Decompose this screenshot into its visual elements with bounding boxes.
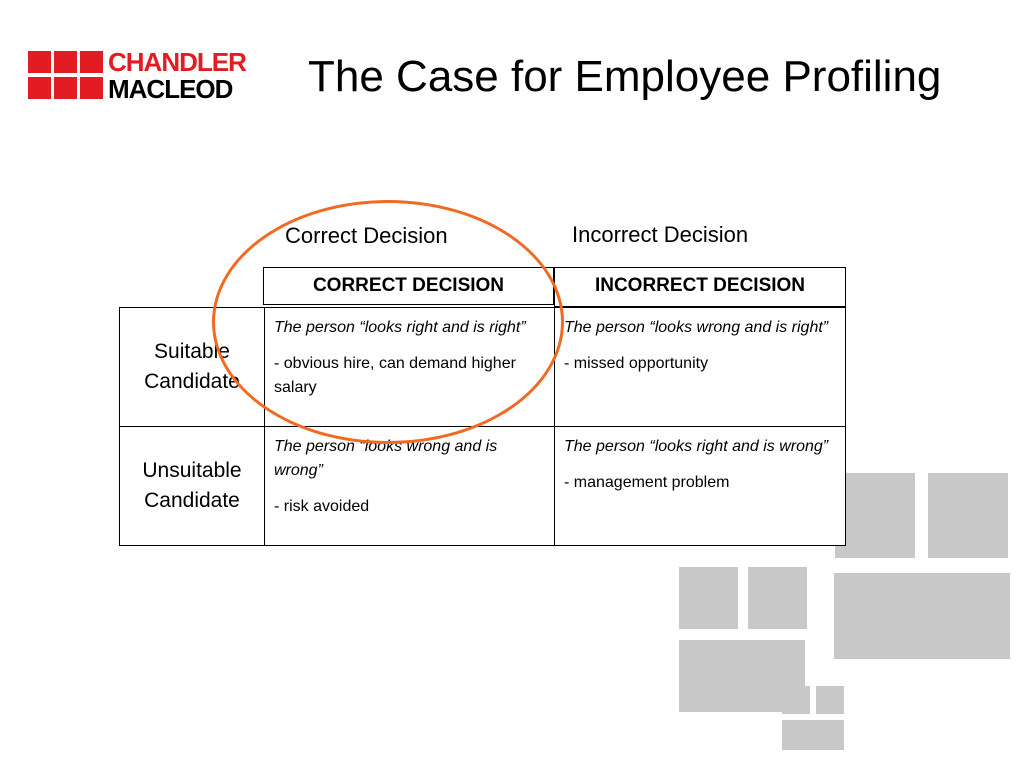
cell-suitable-incorrect (554, 307, 846, 427)
cell-scenario: The person “looks wrong and is wrong” (274, 438, 498, 479)
chandler-macleod-logo (28, 47, 246, 104)
decorative-square (782, 720, 844, 750)
cell-outcome: - management problem (564, 474, 730, 491)
cell-unsuitable-incorrect (554, 426, 846, 546)
logo-square (54, 77, 77, 99)
cell-outcome: - risk avoided (274, 498, 370, 515)
logo-square (80, 51, 103, 73)
row-label-unsuitable (119, 426, 265, 546)
decorative-square (835, 473, 915, 558)
logo-square (28, 51, 51, 73)
logo-square (54, 51, 77, 73)
decorative-square (816, 686, 844, 714)
logo-line-2: MACLEOD (108, 74, 233, 104)
cell-scenario: The person “looks right and is wrong” (564, 438, 829, 455)
cell-suitable-correct (264, 307, 555, 427)
decorative-square (782, 686, 810, 714)
row-label-suitable (119, 307, 265, 427)
logo-line-1: CHANDLER (108, 47, 246, 77)
column-heading-incorrect: Incorrect Decision (572, 222, 749, 247)
decorative-square (928, 473, 1008, 558)
cell-unsuitable-correct (264, 426, 555, 546)
cell-outcome: - obvious hire, can demand higher salary (274, 355, 516, 396)
decorative-square (748, 567, 807, 629)
decorative-square (679, 567, 738, 629)
row-label-text: Unsuitable Candidate (142, 459, 242, 512)
cell-scenario: The person “looks right and is right” (274, 319, 526, 336)
header-correct-decision: CORRECT DECISION (263, 267, 554, 305)
column-heading-correct: Correct Decision (285, 223, 448, 248)
decorative-square (834, 573, 1010, 659)
row-label-text: Suitable Candidate (144, 340, 240, 393)
header-incorrect-decision: INCORRECT DECISION (554, 267, 846, 307)
logo-square (80, 77, 103, 99)
slide-title: The Case for Employee Profiling (308, 52, 942, 101)
logo-square (28, 77, 51, 99)
cell-outcome: - missed opportunity (564, 355, 709, 372)
cell-scenario: The person “looks wrong and is right” (564, 319, 829, 336)
